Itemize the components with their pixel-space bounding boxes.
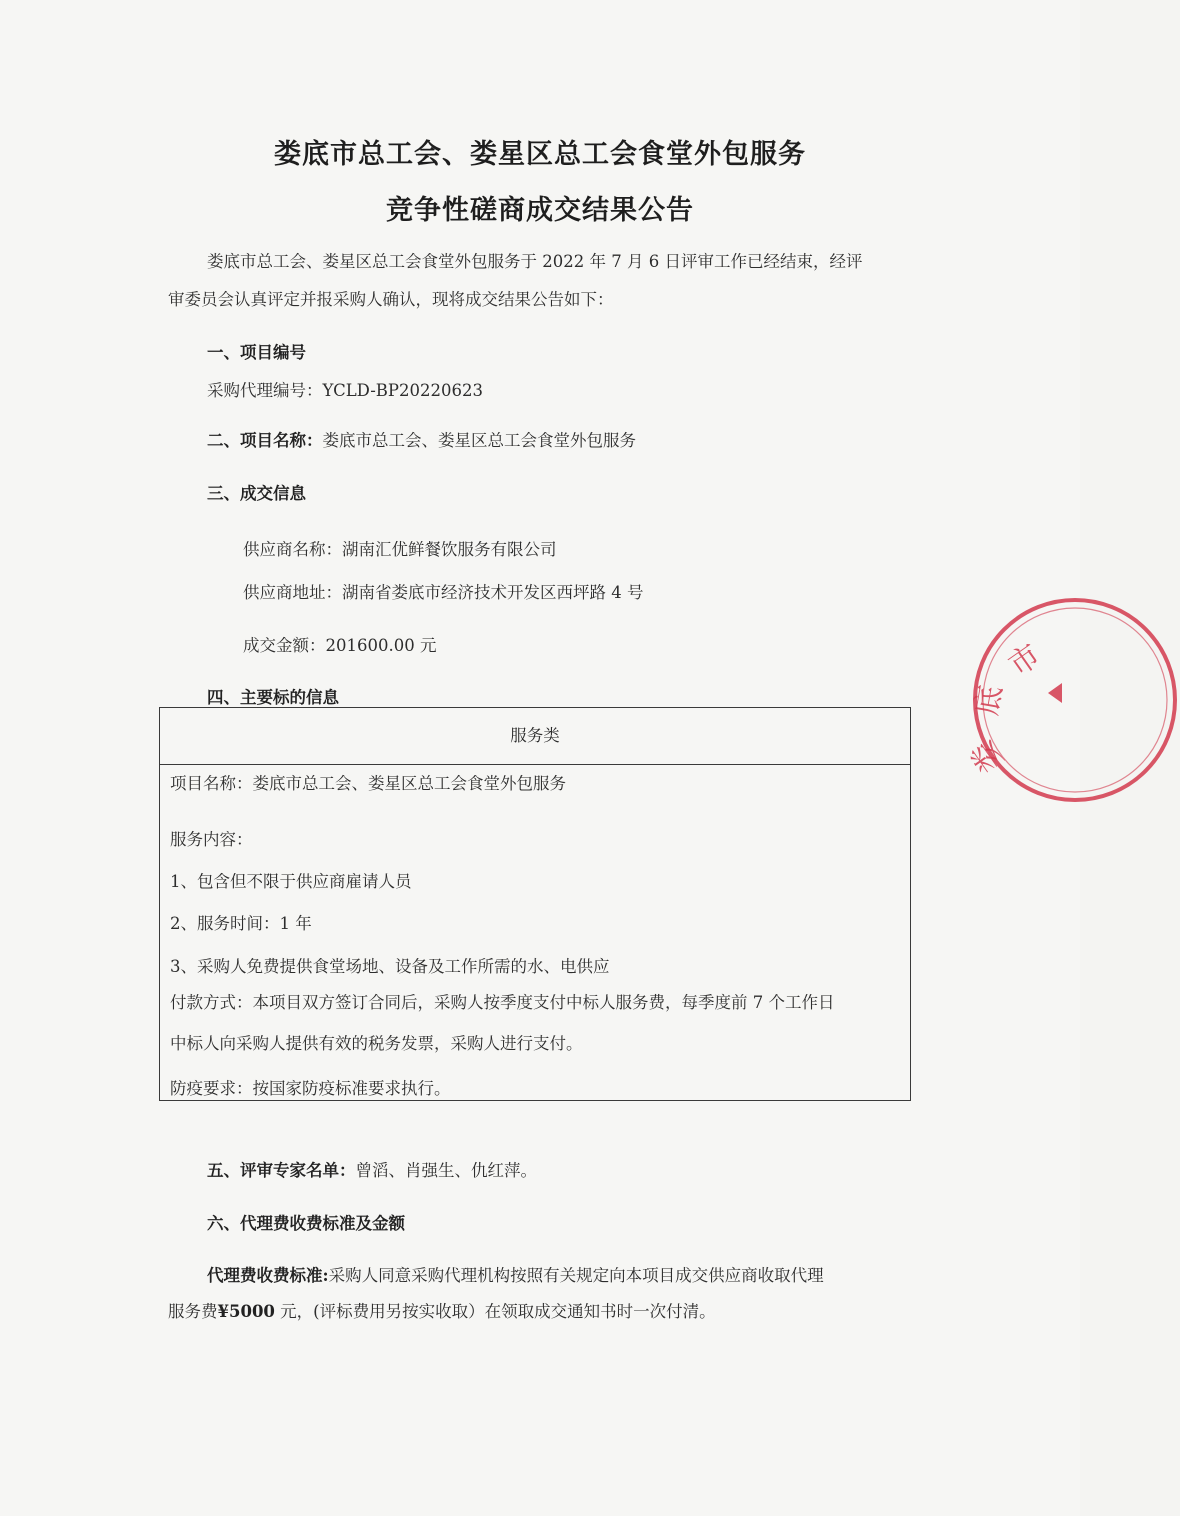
section-5-label: 五、评审专家名单： [207, 1161, 356, 1180]
table-item-1: 1、包含但不限于供应商雇请人员 [170, 872, 412, 891]
supplier-name: 供应商名称：湖南汇优鲜餐饮服务有限公司 [243, 540, 557, 559]
table-payment-line-2: 中标人向采购人提供有效的税务发票，采购人进行支付。 [170, 1034, 583, 1053]
fee-amount: ¥5000 [217, 1302, 275, 1321]
fee-line-1-rest: 采购人同意采购代理机构按照有关规定向本项目成交供应商收取代理 [328, 1266, 824, 1285]
fee-line-1 [207, 1262, 824, 1286]
deal-amount: 成交金额：201600.00 元 [243, 636, 437, 655]
official-seal-icon [964, 595, 1180, 805]
table-header: 服务类 [160, 708, 910, 765]
title-line-1: 娄底市总工会、娄星区总工会食堂外包服务 [274, 139, 806, 170]
section-4-heading: 四、主要标的信息 [207, 688, 339, 707]
table-item-2: 2、服务时间：1 年 [170, 914, 312, 933]
table-item-3: 3、采购人免费提供食堂场地、设备及工作所需的水、电供应 [170, 957, 610, 976]
section-1-value: 采购代理编号：YCLD-BP20220623 [207, 381, 484, 400]
section-5 [207, 1157, 537, 1181]
svg-text:娄: 娄 [964, 733, 1011, 779]
section-2-label: 二、项目名称： [207, 431, 323, 450]
table-service-content: 服务内容： [170, 830, 253, 849]
subject-info-table [159, 707, 911, 1101]
intro-line-1: 娄底市总工会、娄星区总工会食堂外包服务于 2022 年 7 月 6 日评审工作已经结束，经评 [207, 252, 863, 271]
section-6-heading: 六、代理费收费标准及金额 [207, 1214, 405, 1233]
svg-text:市: 市 [1002, 637, 1048, 684]
fee-line-2-prefix: 服务费 [168, 1302, 218, 1321]
intro-line-2: 审委员会认真评定并报采购人确认，现将成交结果公告如下： [168, 290, 614, 309]
fee-line-2 [168, 1298, 716, 1322]
supplier-address: 供应商地址：湖南省娄底市经济技术开发区西坪路 4 号 [243, 583, 644, 602]
section-1-heading: 一、项目编号 [207, 343, 306, 362]
fee-line-2-rest: 元，(评标费用另按实收取）在领取成交通知书时一次付清。 [274, 1302, 716, 1321]
table-payment-line-1: 付款方式：本项目双方签订合同后，采购人按季度支付中标人服务费，每季度前 7 个工作日 [170, 993, 835, 1012]
section-2-value: 娄底市总工会、娄星区总工会食堂外包服务 [322, 431, 636, 450]
title-line-2: 竞争性磋商成交结果公告 [386, 195, 694, 226]
table-project-name: 项目名称：娄底市总工会、娄星区总工会食堂外包服务 [170, 774, 566, 793]
section-2 [207, 427, 636, 451]
table-epidemic: 防疫要求：按国家防疫标准要求执行。 [170, 1079, 451, 1098]
fee-label: 代理费收费标准: [207, 1266, 329, 1285]
section-5-value: 曾滔、肖强生、仇红萍。 [355, 1161, 537, 1180]
svg-text:底: 底 [969, 682, 1010, 719]
section-3-heading: 三、成交信息 [207, 484, 306, 503]
